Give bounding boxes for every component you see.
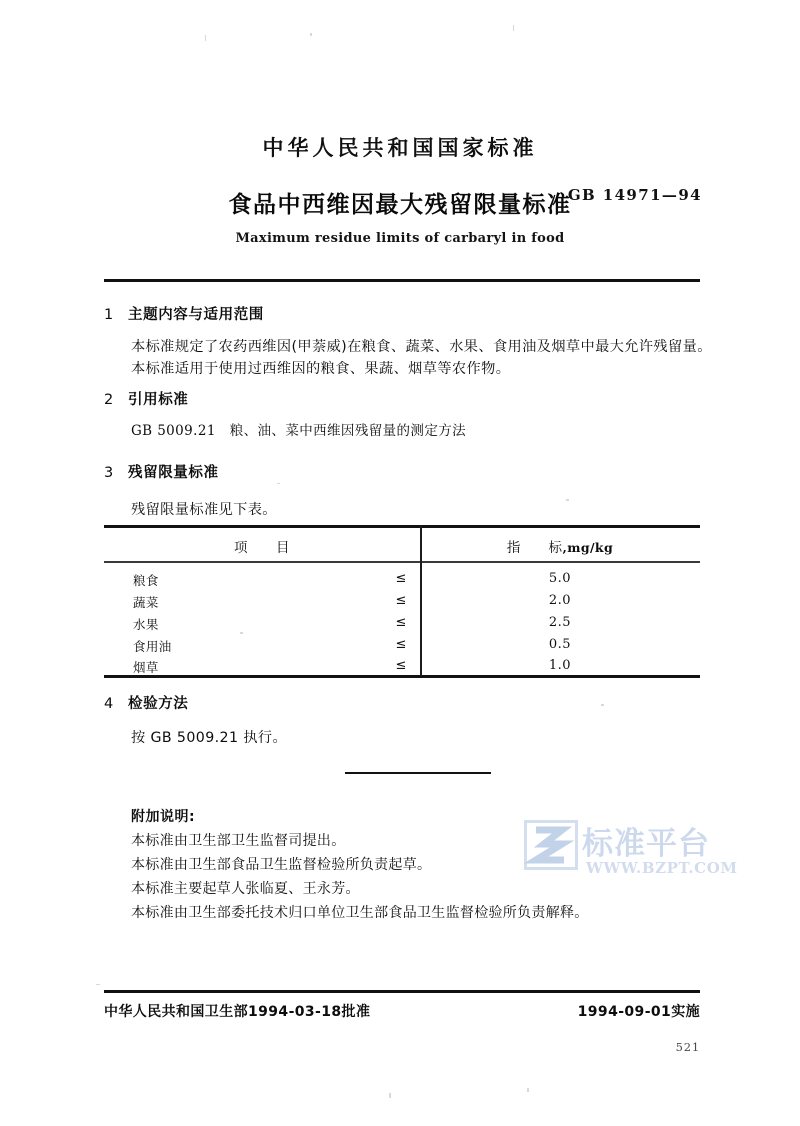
- watermark-text: 标准平台: [582, 826, 710, 862]
- scan-speck: [513, 25, 514, 31]
- watermark-url: WWW.BZPT.COM: [586, 859, 738, 877]
- table-header-border: [104, 561, 700, 563]
- header-divider: [104, 279, 700, 282]
- scan-speck: [566, 499, 569, 501]
- scan-speck: [240, 632, 243, 634]
- clause-1-paragraph-1: 本标准规定了农药西维因(甲萘威)在粮食、蔬菜、水果、食用油及烟草中最大允许残留量。: [131, 339, 712, 355]
- scan-speck: [527, 1088, 529, 1092]
- table-header-index: [420, 536, 700, 556]
- table-header-unit: ,mg/kg: [562, 540, 614, 555]
- clause-1-paragraph-2: 本标准适用于使用过西维因的粮食、果蔬、烟草等农作物。: [131, 361, 511, 377]
- table-row-value: 2.5: [548, 615, 572, 630]
- clause-3-paragraph-1: 残留限量标准见下表。: [131, 502, 277, 518]
- additional-note-line: 本标准由卫生部委托技术归口单位卫生部食品卫生监督检验所负责解释。: [131, 905, 589, 921]
- table-row-value: 1.0: [548, 658, 572, 673]
- table-row-value: 5.0: [548, 571, 572, 586]
- implementation-date: 1994-09-01实施: [577, 1004, 700, 1020]
- additional-note-line: 本标准由卫生部卫生监督司提出。: [131, 833, 346, 849]
- additional-notes-heading: 附加说明:: [131, 809, 196, 825]
- section-divider: [345, 772, 491, 774]
- table-row-operator: ≤: [395, 658, 407, 673]
- additional-note-line: 本标准主要起草人张临夏、王永芳。: [131, 881, 360, 897]
- national-standard-title: 中华人民共和国国家标准: [262, 136, 538, 160]
- table-header-index-label: 指 标: [506, 540, 563, 556]
- clause-1-number: 1: [104, 307, 114, 323]
- clause-3-heading: [104, 461, 219, 482]
- bzpt-watermark: [524, 818, 754, 890]
- table-row-item: 粮食: [133, 573, 159, 588]
- clause-4-number: 4: [104, 696, 114, 712]
- approval-statement: 中华人民共和国卫生部1994-03-18批准: [104, 1004, 371, 1020]
- clause-1-heading: [104, 303, 264, 324]
- clause-3-title: 残留限量标准: [128, 465, 219, 481]
- clause-2-reference: GB 5009.21 粮、油、菜中西维因残留量的测定方法: [131, 423, 467, 439]
- table-row-value: 2.0: [548, 593, 572, 608]
- additional-note-line: 本标准由卫生部食品卫生监督检验所负责起草。: [131, 857, 432, 873]
- scan-speck: [389, 1093, 391, 1098]
- page-number: 521: [675, 1040, 700, 1054]
- table-top-border: [104, 525, 700, 528]
- standard-number: GB 14971—94: [567, 186, 702, 204]
- table-row-item: 水果: [133, 617, 159, 632]
- table-row-operator: ≤: [395, 593, 407, 608]
- scan-speck: [205, 35, 206, 41]
- footer-divider: [104, 990, 700, 993]
- clause-1-title: 主题内容与适用范围: [128, 307, 264, 323]
- clause-3-number: 3: [104, 465, 114, 481]
- clause-2-number: 2: [104, 392, 114, 408]
- clause-4-title: 检验方法: [128, 696, 189, 712]
- table-row-operator: ≤: [395, 571, 407, 586]
- scan-speck: [601, 704, 604, 706]
- scan-speck: [310, 33, 312, 36]
- clause-4-heading: [104, 692, 188, 713]
- table-bottom-border: [104, 675, 700, 678]
- table-row-value: 0.5: [548, 637, 572, 652]
- table-header-item: 项 目: [234, 540, 290, 556]
- scan-speck: [277, 483, 280, 484]
- clause-4-paragraph-1: 按 GB 5009.21 执行。: [131, 730, 288, 746]
- clause-2-title: 引用标准: [128, 392, 189, 408]
- table-row-item: 烟草: [133, 660, 159, 675]
- table-row-operator: ≤: [395, 637, 407, 652]
- bz-logo-icon: [524, 820, 578, 870]
- clause-2-heading: [104, 388, 188, 409]
- table-row-item: 蔬菜: [133, 595, 159, 610]
- table-row-item: 食用油: [133, 639, 172, 654]
- table-row-operator: ≤: [395, 615, 407, 630]
- scan-speck: [96, 984, 100, 985]
- standard-title: 食品中西维因最大残留限量标准: [228, 192, 572, 218]
- english-title: Maximum residue limits of carbaryl in food: [235, 231, 565, 246]
